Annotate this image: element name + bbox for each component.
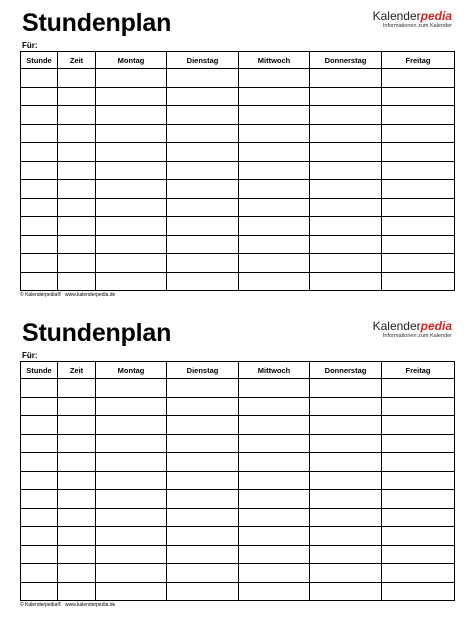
- cell-donnerstag[interactable]: [310, 69, 382, 88]
- for-label: Für:: [22, 351, 38, 360]
- cell-dienstag[interactable]: [167, 254, 239, 273]
- cell-mittwoch[interactable]: [239, 434, 310, 453]
- cell-donnerstag[interactable]: [310, 582, 382, 601]
- cell-stunde[interactable]: [21, 254, 58, 273]
- cell-donnerstag[interactable]: [310, 397, 382, 416]
- cell-freitag[interactable]: [382, 434, 455, 453]
- cell-freitag[interactable]: [382, 87, 455, 106]
- cell-stunde[interactable]: [21, 490, 58, 509]
- cell-dienstag[interactable]: [167, 508, 239, 527]
- cell-montag[interactable]: [96, 508, 167, 527]
- cell-donnerstag[interactable]: [310, 106, 382, 125]
- cell-zeit[interactable]: [58, 198, 96, 217]
- cell-zeit[interactable]: [58, 416, 96, 435]
- cell-donnerstag[interactable]: [310, 272, 382, 291]
- cell-zeit[interactable]: [58, 434, 96, 453]
- cell-freitag[interactable]: [382, 180, 455, 199]
- logo-tagline: Informationen zum Kalender: [382, 333, 452, 339]
- cell-montag[interactable]: [96, 453, 167, 472]
- logo-wordmark: [373, 320, 452, 333]
- column-header-mittwoch: Mittwoch: [239, 362, 310, 379]
- cell-donnerstag[interactable]: [310, 235, 382, 254]
- cell-montag[interactable]: [96, 143, 167, 162]
- cell-montag[interactable]: [96, 217, 167, 236]
- cell-stunde[interactable]: [21, 198, 58, 217]
- cell-zeit[interactable]: [58, 379, 96, 398]
- cell-stunde[interactable]: [21, 453, 58, 472]
- cell-freitag[interactable]: [382, 471, 455, 490]
- column-header-donnerstag: Donnerstag: [310, 362, 382, 379]
- cell-freitag[interactable]: [382, 379, 455, 398]
- page-title: Stundenplan: [22, 319, 172, 347]
- kalenderpedia-logo: [373, 10, 452, 30]
- cell-donnerstag[interactable]: [310, 124, 382, 143]
- cell-mittwoch[interactable]: [239, 254, 310, 273]
- cell-donnerstag[interactable]: [310, 434, 382, 453]
- column-header-montag: Montag: [96, 52, 167, 69]
- cell-montag[interactable]: [96, 545, 167, 564]
- cell-dienstag[interactable]: [167, 235, 239, 254]
- column-header-stunde: Stunde: [21, 52, 58, 69]
- cell-stunde[interactable]: [21, 582, 58, 601]
- cell-stunde[interactable]: [21, 545, 58, 564]
- cell-stunde[interactable]: [21, 272, 58, 291]
- cell-mittwoch[interactable]: [239, 379, 310, 398]
- cell-dienstag[interactable]: [167, 143, 239, 162]
- table-row: [21, 471, 455, 490]
- cell-dienstag[interactable]: [167, 106, 239, 125]
- cell-dienstag[interactable]: [167, 161, 239, 180]
- copyright-text: © Kalenderpedia®: [20, 292, 62, 298]
- table-header-row: [21, 362, 455, 379]
- table-row: [21, 434, 455, 453]
- cell-dienstag[interactable]: [167, 124, 239, 143]
- table-row: [21, 106, 455, 125]
- cell-montag[interactable]: [96, 198, 167, 217]
- cell-donnerstag[interactable]: [310, 453, 382, 472]
- cell-dienstag[interactable]: [167, 564, 239, 583]
- column-header-freitag: Freitag: [382, 362, 455, 379]
- cell-dienstag[interactable]: [167, 453, 239, 472]
- table-row: [21, 254, 455, 273]
- cell-montag[interactable]: [96, 434, 167, 453]
- cell-mittwoch[interactable]: [239, 397, 310, 416]
- cell-stunde[interactable]: [21, 235, 58, 254]
- cell-dienstag[interactable]: [167, 397, 239, 416]
- table-row: [21, 198, 455, 217]
- cell-dienstag[interactable]: [167, 471, 239, 490]
- table-row: [21, 453, 455, 472]
- cell-dienstag[interactable]: [167, 434, 239, 453]
- schedule-table: [20, 361, 455, 601]
- cell-mittwoch[interactable]: [239, 198, 310, 217]
- table-body: [21, 69, 455, 291]
- cell-freitag[interactable]: [382, 416, 455, 435]
- cell-mittwoch[interactable]: [239, 416, 310, 435]
- cell-dienstag[interactable]: [167, 416, 239, 435]
- cell-montag[interactable]: [96, 490, 167, 509]
- cell-dienstag[interactable]: [167, 379, 239, 398]
- cell-mittwoch[interactable]: [239, 143, 310, 162]
- cell-zeit[interactable]: [58, 397, 96, 416]
- footer-copyright: [20, 292, 115, 299]
- cell-mittwoch[interactable]: [239, 180, 310, 199]
- cell-donnerstag[interactable]: [310, 379, 382, 398]
- cell-montag[interactable]: [96, 582, 167, 601]
- cell-montag[interactable]: [96, 272, 167, 291]
- cell-freitag[interactable]: [382, 582, 455, 601]
- footer-copyright: [20, 602, 115, 609]
- table-row: [21, 545, 455, 564]
- cell-montag[interactable]: [96, 379, 167, 398]
- cell-stunde[interactable]: [21, 471, 58, 490]
- cell-zeit[interactable]: [58, 490, 96, 509]
- cell-stunde[interactable]: [21, 180, 58, 199]
- cell-donnerstag[interactable]: [310, 508, 382, 527]
- cell-montag[interactable]: [96, 87, 167, 106]
- cell-zeit[interactable]: [58, 272, 96, 291]
- cell-donnerstag[interactable]: [310, 490, 382, 509]
- website-text: www.kalenderpedia.de: [65, 292, 116, 298]
- table-row: [21, 490, 455, 509]
- cell-freitag[interactable]: [382, 235, 455, 254]
- column-header-dienstag: Dienstag: [167, 362, 239, 379]
- table-row: [21, 527, 455, 546]
- cell-montag[interactable]: [96, 471, 167, 490]
- cell-stunde[interactable]: [21, 87, 58, 106]
- cell-montag[interactable]: [96, 161, 167, 180]
- cell-zeit[interactable]: [58, 124, 96, 143]
- column-header-freitag: Freitag: [382, 52, 455, 69]
- cell-montag[interactable]: [96, 235, 167, 254]
- cell-donnerstag[interactable]: [310, 198, 382, 217]
- cell-donnerstag[interactable]: [310, 527, 382, 546]
- column-header-mittwoch: Mittwoch: [239, 52, 310, 69]
- cell-freitag[interactable]: [382, 106, 455, 125]
- cell-donnerstag[interactable]: [310, 180, 382, 199]
- cell-stunde[interactable]: [21, 124, 58, 143]
- cell-mittwoch[interactable]: [239, 564, 310, 583]
- cell-freitag[interactable]: [382, 545, 455, 564]
- table-row: [21, 416, 455, 435]
- table-header-row: [21, 52, 455, 69]
- cell-montag[interactable]: [96, 69, 167, 88]
- cell-donnerstag[interactable]: [310, 217, 382, 236]
- cell-donnerstag[interactable]: [310, 161, 382, 180]
- cell-mittwoch[interactable]: [239, 69, 310, 88]
- cell-mittwoch[interactable]: [239, 490, 310, 509]
- cell-dienstag[interactable]: [167, 217, 239, 236]
- cell-zeit[interactable]: [58, 564, 96, 583]
- cell-mittwoch[interactable]: [239, 217, 310, 236]
- cell-mittwoch[interactable]: [239, 582, 310, 601]
- cell-montag[interactable]: [96, 397, 167, 416]
- table-row: [21, 272, 455, 291]
- cell-donnerstag[interactable]: [310, 87, 382, 106]
- cell-montag[interactable]: [96, 527, 167, 546]
- cell-mittwoch[interactable]: [239, 272, 310, 291]
- cell-stunde[interactable]: [21, 434, 58, 453]
- cell-freitag[interactable]: [382, 490, 455, 509]
- website-text: www.kalenderpedia.de: [65, 602, 116, 608]
- cell-donnerstag[interactable]: [310, 143, 382, 162]
- cell-dienstag[interactable]: [167, 582, 239, 601]
- cell-mittwoch[interactable]: [239, 453, 310, 472]
- cell-stunde[interactable]: [21, 397, 58, 416]
- table-row: [21, 143, 455, 162]
- cell-zeit[interactable]: [58, 254, 96, 273]
- cell-freitag[interactable]: [382, 161, 455, 180]
- cell-freitag[interactable]: [382, 272, 455, 291]
- cell-stunde[interactable]: [21, 416, 58, 435]
- cell-donnerstag[interactable]: [310, 416, 382, 435]
- cell-freitag[interactable]: [382, 453, 455, 472]
- cell-stunde[interactable]: [21, 143, 58, 162]
- cell-donnerstag[interactable]: [310, 471, 382, 490]
- cell-zeit[interactable]: [58, 217, 96, 236]
- cell-stunde[interactable]: [21, 217, 58, 236]
- cell-donnerstag[interactable]: [310, 564, 382, 583]
- cell-stunde[interactable]: [21, 379, 58, 398]
- cell-montag[interactable]: [96, 106, 167, 125]
- table-row: [21, 124, 455, 143]
- cell-mittwoch[interactable]: [239, 235, 310, 254]
- column-header-zeit: Zeit: [58, 52, 96, 69]
- schedule-table: [20, 51, 455, 291]
- for-label: Für:: [22, 41, 38, 50]
- cell-dienstag[interactable]: [167, 527, 239, 546]
- cell-mittwoch[interactable]: [239, 161, 310, 180]
- cell-dienstag[interactable]: [167, 490, 239, 509]
- cell-montag[interactable]: [96, 254, 167, 273]
- cell-freitag[interactable]: [382, 143, 455, 162]
- table-row: [21, 582, 455, 601]
- timetable-bottom: [0, 310, 474, 610]
- cell-montag[interactable]: [96, 180, 167, 199]
- table-row: [21, 379, 455, 398]
- cell-dienstag[interactable]: [167, 87, 239, 106]
- logo-brand-accent: pedia: [420, 9, 452, 23]
- cell-dienstag[interactable]: [167, 198, 239, 217]
- cell-donnerstag[interactable]: [310, 545, 382, 564]
- cell-mittwoch[interactable]: [239, 508, 310, 527]
- cell-freitag[interactable]: [382, 69, 455, 88]
- table-row: [21, 397, 455, 416]
- cell-zeit[interactable]: [58, 471, 96, 490]
- cell-donnerstag[interactable]: [310, 254, 382, 273]
- cell-stunde[interactable]: [21, 527, 58, 546]
- logo-wordmark: [373, 10, 452, 23]
- cell-freitag[interactable]: [382, 254, 455, 273]
- column-header-dienstag: Dienstag: [167, 52, 239, 69]
- cell-mittwoch[interactable]: [239, 87, 310, 106]
- table-row: [21, 235, 455, 254]
- table-body: [21, 379, 455, 601]
- column-header-montag: Montag: [96, 362, 167, 379]
- table-row: [21, 564, 455, 583]
- cell-stunde[interactable]: [21, 508, 58, 527]
- cell-mittwoch[interactable]: [239, 471, 310, 490]
- timetable-top: [0, 0, 474, 300]
- logo-brand-accent: pedia: [420, 319, 452, 333]
- cell-stunde[interactable]: [21, 106, 58, 125]
- logo-brand-main: Kalender: [372, 319, 421, 333]
- cell-mittwoch[interactable]: [239, 124, 310, 143]
- cell-zeit[interactable]: [58, 508, 96, 527]
- cell-dienstag[interactable]: [167, 180, 239, 199]
- cell-zeit[interactable]: [58, 527, 96, 546]
- cell-freitag[interactable]: [382, 217, 455, 236]
- logo-brand-main: Kalender: [372, 9, 421, 23]
- table-row: [21, 69, 455, 88]
- column-header-donnerstag: Donnerstag: [310, 52, 382, 69]
- cell-freitag[interactable]: [382, 564, 455, 583]
- cell-zeit[interactable]: [58, 180, 96, 199]
- cell-mittwoch[interactable]: [239, 106, 310, 125]
- cell-montag[interactable]: [96, 416, 167, 435]
- table-row: [21, 217, 455, 236]
- cell-zeit[interactable]: [58, 161, 96, 180]
- cell-stunde[interactable]: [21, 69, 58, 88]
- page-title: Stundenplan: [22, 9, 172, 37]
- table-row: [21, 180, 455, 199]
- cell-stunde[interactable]: [21, 564, 58, 583]
- table-row: [21, 508, 455, 527]
- cell-zeit[interactable]: [58, 69, 96, 88]
- table-row: [21, 87, 455, 106]
- cell-dienstag[interactable]: [167, 272, 239, 291]
- cell-zeit[interactable]: [58, 545, 96, 564]
- cell-freitag[interactable]: [382, 124, 455, 143]
- kalenderpedia-logo: [373, 320, 452, 340]
- cell-montag[interactable]: [96, 124, 167, 143]
- cell-zeit[interactable]: [58, 582, 96, 601]
- cell-freitag[interactable]: [382, 397, 455, 416]
- cell-zeit[interactable]: [58, 143, 96, 162]
- table-row: [21, 161, 455, 180]
- cell-stunde[interactable]: [21, 161, 58, 180]
- cell-dienstag[interactable]: [167, 545, 239, 564]
- logo-tagline: Informationen zum Kalender: [382, 23, 452, 29]
- cell-zeit[interactable]: [58, 106, 96, 125]
- copyright-text: © Kalenderpedia®: [20, 602, 62, 608]
- column-header-zeit: Zeit: [58, 362, 96, 379]
- column-header-stunde: Stunde: [21, 362, 58, 379]
- cell-freitag[interactable]: [382, 508, 455, 527]
- cell-zeit[interactable]: [58, 87, 96, 106]
- cell-dienstag[interactable]: [167, 69, 239, 88]
- cell-zeit[interactable]: [58, 235, 96, 254]
- cell-freitag[interactable]: [382, 198, 455, 217]
- cell-mittwoch[interactable]: [239, 545, 310, 564]
- cell-zeit[interactable]: [58, 453, 96, 472]
- cell-montag[interactable]: [96, 564, 167, 583]
- cell-mittwoch[interactable]: [239, 527, 310, 546]
- cell-freitag[interactable]: [382, 527, 455, 546]
